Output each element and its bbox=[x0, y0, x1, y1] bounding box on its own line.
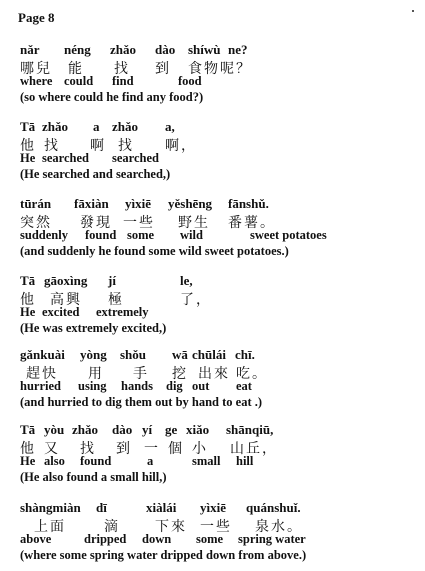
hanzi-word: 高興 bbox=[50, 293, 82, 308]
pinyin-word: zhǎo bbox=[42, 119, 68, 134]
pinyin-word: le, bbox=[180, 273, 193, 288]
pinyin-word: fāxiàn bbox=[74, 196, 109, 211]
pinyin-word: xiǎo bbox=[186, 422, 210, 437]
gloss-word: suddenly bbox=[20, 228, 68, 242]
pinyin-word: néng bbox=[64, 42, 91, 57]
hanzi-word: 野生 bbox=[178, 216, 210, 231]
gloss-word: He bbox=[20, 151, 36, 165]
sentence-block bbox=[20, 119, 420, 183]
hanzi-word: 了， bbox=[180, 293, 212, 308]
pinyin-line bbox=[20, 119, 420, 135]
gloss-word: found bbox=[85, 228, 117, 242]
hanzi-word: 他 bbox=[20, 139, 36, 154]
pinyin-word: shíwù bbox=[188, 42, 221, 57]
gloss-line bbox=[20, 532, 420, 548]
hanzi-word: 能 bbox=[68, 62, 84, 77]
hanzi-word: 哪兒 bbox=[20, 62, 52, 77]
gloss-word: also bbox=[44, 454, 65, 468]
hanzi-word: 發現 bbox=[80, 216, 112, 231]
hanzi-line bbox=[20, 438, 420, 457]
gloss-line bbox=[20, 151, 420, 167]
pinyin-word: dào bbox=[155, 42, 176, 57]
gloss-word: wild bbox=[180, 228, 203, 242]
hanzi-word: 他 bbox=[20, 442, 36, 457]
hanzi-word: 極 bbox=[108, 293, 124, 308]
gloss-word: found bbox=[80, 454, 112, 468]
hanzi-word: 啊， bbox=[165, 139, 197, 154]
hanzi-line bbox=[20, 516, 420, 535]
pinyin-word: a, bbox=[165, 119, 175, 134]
pinyin-word: shǒu bbox=[120, 347, 147, 362]
gloss-word: sweet potatoes bbox=[250, 228, 327, 242]
gloss-word: food bbox=[178, 74, 202, 88]
hanzi-word: 手 bbox=[133, 367, 149, 382]
pinyin-line bbox=[20, 273, 420, 289]
hanzi-word: 個 bbox=[168, 442, 184, 457]
gloss-word: searched bbox=[112, 151, 159, 165]
hanzi-word: 又 bbox=[44, 442, 60, 457]
english-translation: (so where could he find any food?) bbox=[20, 90, 204, 104]
pinyin-word: a bbox=[93, 119, 100, 134]
pinyin-word: gāoxìng bbox=[44, 273, 88, 288]
pinyin-word: tūrán bbox=[20, 196, 52, 211]
sentence-block bbox=[20, 196, 420, 260]
gloss-word: down bbox=[142, 532, 172, 546]
gloss-word: He bbox=[20, 305, 36, 319]
hanzi-word: 出來 bbox=[198, 367, 230, 382]
hanzi-word: 找 bbox=[114, 62, 130, 77]
pinyin-word: yìxiē bbox=[125, 196, 151, 211]
english-translation: (He searched and searched,) bbox=[20, 167, 171, 181]
english-translation: (where some spring water dripped down from above.) bbox=[20, 548, 307, 562]
gloss-word: small bbox=[192, 454, 221, 468]
gloss-line bbox=[20, 74, 420, 90]
sentence-block bbox=[20, 500, 420, 564]
gloss-line bbox=[20, 305, 420, 321]
page-number: Page 8 bbox=[18, 10, 55, 25]
gloss-line bbox=[20, 379, 420, 395]
hanzi-word: 一些 bbox=[200, 520, 232, 535]
hanzi-line bbox=[20, 289, 420, 308]
gloss-line bbox=[20, 228, 420, 244]
pinyin-word: fānshǔ. bbox=[228, 196, 269, 211]
gloss-word: He bbox=[20, 454, 36, 468]
gloss-line bbox=[20, 454, 420, 470]
hanzi-word: 一些 bbox=[123, 216, 155, 231]
pinyin-word: chī. bbox=[235, 347, 255, 362]
gloss-word: hill bbox=[236, 454, 254, 468]
gloss-word: searched bbox=[42, 151, 89, 165]
hanzi-word: 番薯。 bbox=[228, 216, 276, 231]
gloss-word: find bbox=[112, 74, 134, 88]
pinyin-word: yí bbox=[142, 422, 153, 437]
hanzi-word: 趕快 bbox=[26, 367, 58, 382]
pinyin-word: zhǎo bbox=[112, 119, 138, 134]
pinyin-line bbox=[20, 42, 420, 58]
pinyin-line bbox=[20, 500, 420, 516]
gloss-word: eat bbox=[236, 379, 252, 393]
hanzi-word: 到 bbox=[155, 62, 171, 77]
pinyin-word: shàngmiàn bbox=[20, 500, 81, 515]
hanzi-word: 到 bbox=[116, 442, 132, 457]
pinyin-word: yòu bbox=[44, 422, 65, 437]
english-translation: (and suddenly he found some wild sweet potatoes.) bbox=[20, 244, 289, 258]
pinyin-word: dī bbox=[96, 500, 107, 515]
sentence-block bbox=[20, 422, 420, 486]
hanzi-word: 小 bbox=[192, 442, 208, 457]
pinyin-word: Tā bbox=[20, 273, 36, 288]
hanzi-word: 吃。 bbox=[236, 367, 268, 382]
pinyin-line bbox=[20, 347, 420, 363]
hanzi-line bbox=[20, 363, 420, 382]
pinyin-word: dào bbox=[112, 422, 133, 437]
pinyin-word: yěshēng bbox=[168, 196, 213, 211]
hanzi-word: 滴 bbox=[104, 520, 120, 535]
pinyin-word: wā bbox=[172, 347, 188, 362]
pinyin-word: Tā bbox=[20, 422, 36, 437]
gloss-word: spring water bbox=[238, 532, 306, 546]
pinyin-word: ge bbox=[165, 422, 178, 437]
english-translation: (He also found a small hill,) bbox=[20, 470, 167, 484]
gloss-word: hurried bbox=[20, 379, 61, 393]
hanzi-word: 挖 bbox=[172, 367, 188, 382]
gloss-word: dripped bbox=[84, 532, 127, 546]
gloss-word: where bbox=[20, 74, 53, 88]
hanzi-word: 下來 bbox=[155, 520, 187, 535]
hanzi-word: 找 bbox=[80, 442, 96, 457]
hanzi-line bbox=[20, 58, 420, 77]
gloss-word: extremely bbox=[96, 305, 149, 319]
pinyin-word: zhǎo bbox=[110, 42, 136, 57]
gloss-word: dig bbox=[166, 379, 183, 393]
gloss-word: could bbox=[64, 74, 94, 88]
gloss-word: hands bbox=[121, 379, 153, 393]
hanzi-word: 泉水。 bbox=[255, 520, 303, 535]
pinyin-word: gǎnkuài bbox=[20, 347, 65, 362]
pinyin-word: ne? bbox=[228, 42, 248, 57]
pinyin-word: quánshuǐ. bbox=[246, 500, 301, 515]
sentence-block bbox=[20, 42, 420, 106]
hanzi-word: 找 bbox=[118, 139, 134, 154]
hanzi-word: 他 bbox=[20, 293, 36, 308]
hanzi-line bbox=[20, 212, 420, 231]
pinyin-word: nǎr bbox=[20, 42, 40, 57]
hanzi-line bbox=[20, 135, 420, 154]
gloss-word: a bbox=[147, 454, 154, 468]
gloss-word: excited bbox=[42, 305, 80, 319]
gloss-word: using bbox=[78, 379, 107, 393]
hanzi-word: 找 bbox=[44, 139, 60, 154]
hanzi-word: 用 bbox=[88, 367, 104, 382]
hanzi-word: 啊 bbox=[90, 139, 106, 154]
gloss-word: some bbox=[196, 532, 224, 546]
pinyin-line bbox=[20, 196, 420, 212]
english-translation: (He was extremely excited,) bbox=[20, 321, 167, 335]
hanzi-word: 食物呢？ bbox=[188, 62, 252, 77]
pinyin-word: shānqiū, bbox=[226, 422, 274, 437]
gloss-word: out bbox=[192, 379, 210, 393]
pinyin-word: Tā bbox=[20, 119, 36, 134]
pinyin-word: zhǎo bbox=[72, 422, 98, 437]
sentence-block bbox=[20, 273, 420, 337]
pinyin-word: xiàlái bbox=[146, 500, 177, 515]
hanzi-word: 上面 bbox=[34, 520, 66, 535]
pinyin-word: yìxiē bbox=[200, 500, 226, 515]
scan-speck bbox=[412, 10, 414, 12]
pinyin-word: jí bbox=[108, 273, 116, 288]
hanzi-word: 突然 bbox=[20, 216, 52, 231]
pinyin-word: yòng bbox=[80, 347, 107, 362]
gloss-word: above bbox=[20, 532, 52, 546]
english-translation: (and hurried to dig them out by hand to eat .) bbox=[20, 395, 263, 409]
hanzi-word: 一 bbox=[144, 442, 160, 457]
hanzi-word: 山丘， bbox=[230, 442, 278, 457]
gloss-word: some bbox=[127, 228, 155, 242]
sentence-block bbox=[20, 347, 420, 411]
pinyin-word: chūlái bbox=[192, 347, 226, 362]
pinyin-line bbox=[20, 422, 420, 438]
